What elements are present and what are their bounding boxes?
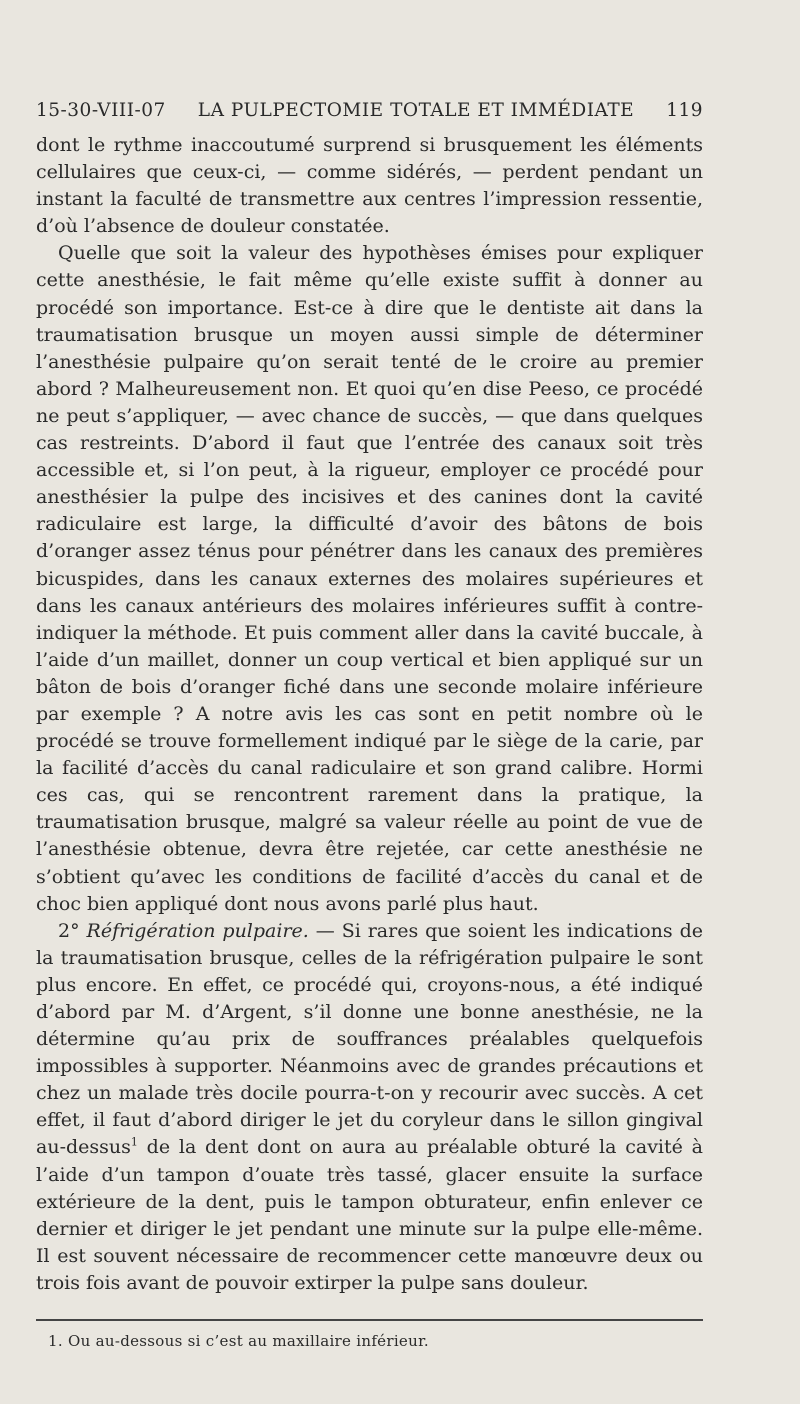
footnote [36, 1331, 703, 1351]
page-number: 119 [666, 100, 703, 121]
section-heading: Réfrigération pulpaire. [86, 919, 309, 942]
running-head [36, 98, 703, 124]
paragraph-hypotheses: Quelle que soit la valeur des hypothèses émises pour expliquer cette anesthésie, le fait même qu’elle existe suffit à donner au procédé son importance. Est-ce à dire que le dentiste ait dans la traumatisation brusque un moyen aussi simple de déterminer l’anesthésie pulpaire qu’on serait tenté de le croire au premier abord ? Malheureusement non. Et quoi qu’en dise Peeso, ce procédé ne peut s’appliquer, — avec chance de succès, — que dans quelques cas restreints. D’abord il faut que l’entrée des canaux soit très accessible et, si l’on peut, à la rigueur, employer ce procédé pour anesthésier la pulpe des incisives et des canines dont la cavité radiculaire est large, la difficulté d’avoir des bâtons de bois d’oranger assez ténus pour pénétrer dans les canaux des premières bicuspides, dans les canaux externes des molaires supérieures et dans les canaux antérieurs des molaires inférieures suffit à contre-indiquer la méthode. Et puis comment aller dans la cavité buccale, à l’aide d’un maillet, donner un coup vertical et bien appliqué sur un bâton de bois d’oranger fiché dans une seconde molaire inférieure par exemple ? A notre avis les cas sont en petit nombre où le procédé se trouve formellement indiqué par le siège de la carie, par la facilité d’accès du canal radiculaire et son grand calibre. Hormi ces cas, qui se rencontrent rarement dans la pratique, la traumatisation brusque, malgré sa valeur réelle au point de vue de l’anesthésie obtenue, devra être rejetée, car cette anesthésie ne s’obtient qu’avec les conditions de facilité d’accès du canal et de choc bien appliqué dont nous avons parlé plus haut. [36, 242, 703, 915]
footnote-text: Ou au-dessous si c’est au maxillaire inférieur. [68, 1332, 429, 1351]
section-text-part1: — Si rares que soient les indications de la traumatisation brusque, celles de la réfrigération pulpaire le sont plus encore. En effet, ce procédé qui, croyons-nous, a été indiqué d’abord par M. d’Argent, s’il donne une bonne anesthésie, ne la détermine qu’au prix de souffrances préalables quelquefois impossibles à supporter. Néanmoins avec de grandes précautions et chez un malade très docile pourra-t-on y recourir avec succès. A cet effet, il faut d’abord diriger le jet du coryleur dans le sillon gingival au-dessus [36, 919, 703, 1159]
footnote-reference: 1 [130, 1136, 138, 1150]
header-title: LA PULPECTOMIE TOTALE ET IMMÉDIATE [197, 100, 635, 121]
footnote-divider [36, 1319, 703, 1321]
section-text-part2: de la dent dont on aura au préalable obturé la cavité à l’aide d’un tampon d’ouate très tassé, glacer ensuite la surface extérieure de la dent, puis le tampon obturateur, enfin enlever ce dernier et diriger le jet pendant une minute sur la pulpe elle-même. Il est souvent nécessaire de recommencer cette manœuvre deux ou trois fois avant de pouvoir extirper la pulpe sans douleur. [36, 1136, 703, 1294]
paragraph-refrigeration [36, 918, 703, 1297]
footnote-number: 1. [48, 1332, 63, 1351]
header-date: 15-30-VIII-07 [36, 100, 166, 121]
body-text [36, 132, 703, 1297]
paragraph-continued: dont le rythme inaccoutumé surprend si brusquement les éléments cellulaires que ceux-ci, — comme sidérés, — perdent pendant un instant la faculté de transmettre aux centres l’impression ressentie, d’où l’absence de douleur constatée. [36, 134, 703, 238]
section-number: 2° [58, 919, 80, 942]
